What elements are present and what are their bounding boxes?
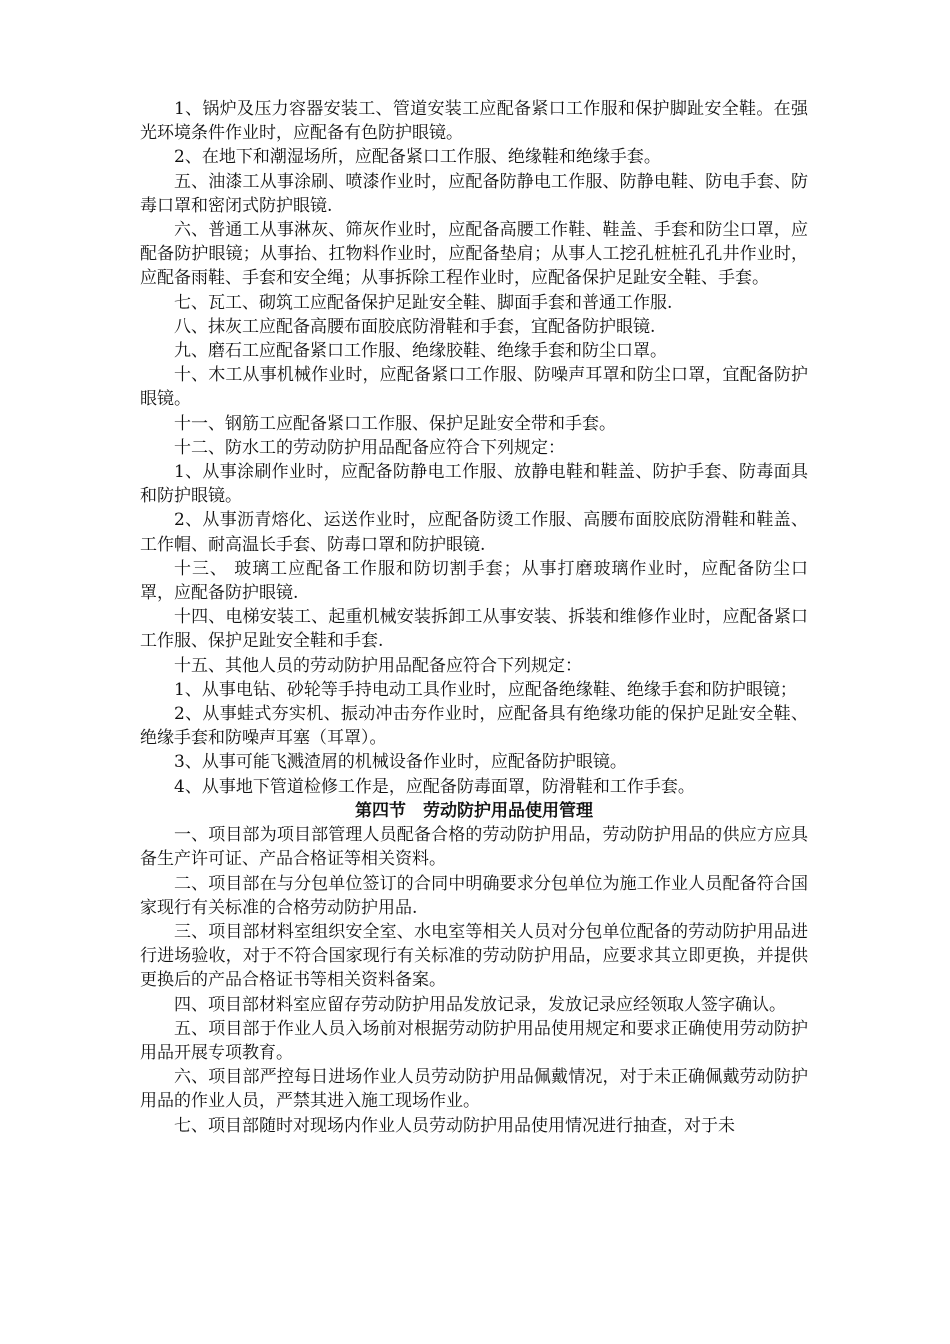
- paragraph: 六、普通工从事淋灰、筛灰作业时，应配备高腰工作鞋、鞋盖、手套和防尘口罩，应配备防护眼镜；从事抬、扛物料作业时，应配备垫肩；从事人工挖孔桩桩孔孔井作业时，应配备雨鞋、手套和安全绳；从事拆除工程作业时，应配备保护足趾安全鞋、手套。: [140, 220, 808, 289]
- paragraph: 七、瓦工、砌筑工应配备保护足趾安全鞋、脚面手套和普通工作服.: [174, 292, 673, 313]
- paragraph: 十、木工从事机械作业时，应配备紧口工作服、防噪声耳罩和防尘口罩，宜配备防护眼镜。: [140, 365, 808, 410]
- paragraph: 1、从事涂刷作业时，应配备防静电工作服、放静电鞋和鞋盖、防护手套、防毒面具和防护眼镜。: [140, 462, 808, 507]
- paragraph: 五、油漆工从事涂刷、喷漆作业时，应配备防静电工作服、防静电鞋、防电手套、防毒口罩和密闭式防护眼镜.: [140, 171, 808, 216]
- paragraph: 十四、电梯安装工、起重机械安装拆卸工从事安装、拆装和维修作业时，应配备紧口工作服、保护足趾安全鞋和手套.: [140, 607, 808, 652]
- paragraph: 1、从事电钻、砂轮等手持电动工具作业时，应配备绝缘鞋、绝缘手套和防护眼镜；: [174, 679, 797, 700]
- paragraph: 七、项目部随时对现场内作业人员劳动防护用品使用情况进行抽查，对于未: [174, 1115, 735, 1136]
- document-page: [140, 97, 808, 1138]
- paragraph: 2、从事蛙式夯实机、振动冲击夯作业时，应配备具有绝缘功能的保护足趾安全鞋、绝缘手套和防噪声耳塞（耳罩）。: [140, 704, 808, 749]
- paragraph: 三、项目部材料室组织安全室、水电室等相关人员对分包单位配备的劳动防护用品进行进场验收，对于不符合国家现行有关标准的劳动防护用品，应要求其立即更换，并提供更换后的产品合格证书等相关资料备案。: [140, 921, 808, 991]
- paragraph: 十三、 玻璃工应配备工作服和防切割手套；从事打磨玻璃作业时，应配备防尘口罩，应配备防护眼镜.: [140, 558, 808, 604]
- paragraph: 2、从事沥青熔化、运送作业时，应配备防烫工作服、高腰布面胶底防滑鞋和鞋盖、工作帽、耐高温长手套、防毒口罩和防护眼镜.: [140, 510, 808, 555]
- paragraph: 1、锅炉及压力容器安装工、管道安装工应配备紧口工作服和保护脚趾安全鞋。在强光环境条件作业时，应配备有色防护眼镜。: [140, 99, 808, 144]
- section-heading: 第四节 劳动防护用品使用管理: [355, 800, 593, 821]
- paragraph: 十二、防水工的劳动防护用品配备应符合下列规定：: [174, 437, 565, 458]
- paragraph: 二、项目部在与分包单位签订的合同中明确要求分包单位为施工作业人员配备符合国家现行有关标准的合格劳动防护用品.: [140, 873, 808, 918]
- paragraph: 八、抹灰工应配备高腰布面胶底防滑鞋和手套，宜配备防护眼镜.: [174, 316, 656, 337]
- paragraph: 四、项目部材料室应留存劳动防护用品发放记录，发放记录应经领取人签字确认。: [174, 994, 786, 1015]
- paragraph: 3、从事可能飞溅渣屑的机械设备作业时，应配备防护眼镜。: [174, 752, 627, 773]
- paragraph: 九、磨石工应配备紧口工作服、绝缘胶鞋、绝缘手套和防尘口罩。: [174, 341, 667, 362]
- paragraph: 2、在地下和潮湿场所，应配备紧口工作服、绝缘鞋和绝缘手套。: [174, 147, 661, 168]
- paragraph: 十五、其他人员的劳动防护用品配备应符合下列规定：: [174, 655, 582, 676]
- paragraph: 4、从事地下管道检修工作是，应配备防毒面罩，防滑鞋和工作手套。: [174, 776, 695, 797]
- paragraph: 十一、钢筋工应配备紧口工作服、保护足趾安全带和手套。: [174, 413, 616, 434]
- paragraph: 五、项目部于作业人员入场前对根据劳动防护用品使用规定和要求正确使用劳动防护用品开展专项教育。: [140, 1018, 808, 1063]
- paragraph: 一、项目部为项目部管理人员配备合格的劳动防护用品，劳动防护用品的供应方应具备生产许可证、产品合格证等相关资料。: [140, 825, 808, 870]
- paragraph: 六、项目部严控每日进场作业人员劳动防护用品佩戴情况，对于未正确佩戴劳动防护用品的作业人员，严禁其进入施工现场作业。: [140, 1067, 808, 1112]
